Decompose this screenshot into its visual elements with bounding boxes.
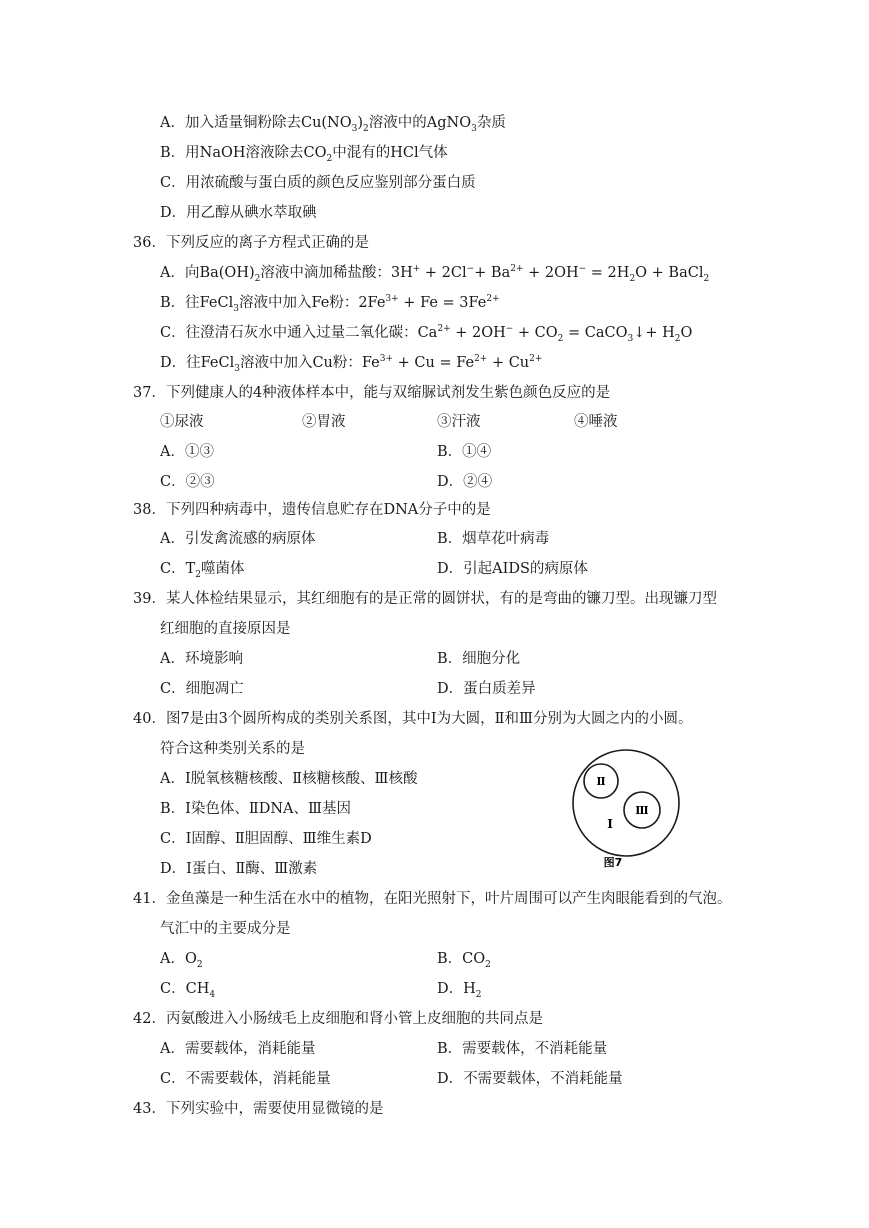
q39-option-a: A．环境影响 (160, 651, 243, 667)
q37-option-d: D．②④ (437, 474, 493, 490)
q43-stem: 43．下列实验中，需要使用显微镜的是 (133, 1101, 384, 1117)
label-big: Ⅰ (607, 817, 613, 831)
figure-caption: 图7 (603, 856, 623, 869)
q41-option-d: D．$H_2$ (437, 981, 482, 1000)
q35-option-a: A．加入适量铜粉除去$Cu(NO_3)_2$溶液中的AgNO$_3$杂质 (160, 115, 506, 134)
label-small-2: Ⅲ (635, 804, 649, 817)
q40-option-a: A．Ⅰ脱氧核糖核酸、Ⅱ核糖核酸、Ⅲ核酸 (160, 771, 418, 787)
q38-option-d: D．引起AIDS的病原体 (437, 561, 588, 577)
q40-stem-line1: 40．图7是由3个圆所构成的类别关系图，其中Ⅰ为大圆，Ⅱ和Ⅲ分别为大圆之内的小圆。 (133, 711, 693, 727)
q42-option-d: D．不需要载体，不消耗能量 (437, 1071, 623, 1087)
q38-option-b: B．烟草花叶病毒 (437, 531, 550, 547)
q38-option-c: C．$T_2$噬菌体 (160, 561, 245, 580)
q37-item-3: ③汗液 (437, 414, 481, 430)
q41-stem-line1: 41．金鱼藻是一种生活在水中的植物，在阳光照射下，叶片周围可以产生肉眼能看到的气泡。 (133, 891, 732, 907)
q37-item-4: ④唾液 (574, 414, 618, 430)
q37-option-a: A．①③ (160, 444, 214, 460)
q38-stem: 38．下列四种病毒中，遗传信息贮存在DNA分子中的是 (133, 502, 491, 518)
q42-stem: 42．丙氨酸进入小肠绒毛上皮细胞和肾小管上皮细胞的共同点是 (133, 1011, 543, 1027)
q39-option-d: D．蛋白质差异 (437, 681, 536, 697)
q42-option-a: A．需要载体，消耗能量 (160, 1041, 316, 1057)
q35-option-b: B．用NaOH溶液除去$CO_2$中混有的HCl气体 (160, 145, 448, 164)
q35-option-c: C．用浓硫酸与蛋白质的颜色反应鉴别部分蛋白质 (160, 175, 476, 191)
q41-option-a: A．$O_2$ (160, 951, 203, 970)
q36-option-a: A．向$Ba(OH)_2$溶液中滴加稀盐酸：$3H^+ + 2Cl^-+ Ba^{2+} + 2OH^- = 2H_2O$ + BaCl$_2$ (160, 264, 710, 284)
q37-option-c: C．②③ (160, 474, 215, 490)
q37-option-b: B．①④ (437, 444, 492, 460)
q42-option-c: C．不需要载体，消耗能量 (160, 1071, 331, 1087)
q39-stem-line1: 39．某人体检结果显示，其红细胞有的是正常的圆饼状，有的是弯曲的镰刀型。出现镰刀型 (133, 591, 717, 607)
q40-option-b: B．Ⅰ染色体、ⅡDNA、Ⅲ基因 (160, 801, 352, 817)
q36-option-c: C．往澄清石灰水中通入过量二氧化碳：$Ca^{2+} + 2OH^- + CO_2$ = CaCO$_3$↓+ $H_2O$ (160, 324, 693, 344)
q39-stem-line2: 红细胞的直接原因是 (160, 621, 291, 637)
q37-stem: 37．下列健康人的4种液体样本中，能与双缩脲试剂发生紫色颜色反应的是 (133, 385, 611, 401)
q40-option-d: D．Ⅰ蛋白、Ⅱ酶、Ⅲ激素 (160, 861, 318, 877)
q38-option-a: A．引发禽流感的病原体 (160, 531, 316, 547)
q41-option-c: C．$CH_4$ (160, 981, 216, 1000)
q37-item-2: ②胃液 (302, 414, 346, 430)
q37-item-1: ①尿液 (160, 414, 204, 430)
q40-stem-line2: 符合这种类别关系的是 (160, 741, 305, 757)
q35-option-d: D．用乙醇从碘水萃取碘 (160, 205, 317, 221)
q39-option-b: B．细胞分化 (437, 651, 521, 667)
q36-stem: 36．下列反应的离子方程式正确的是 (133, 235, 369, 251)
q41-option-b: B．$CO_2$ (437, 951, 491, 970)
q39-option-c: C．细胞凋亡 (160, 681, 244, 697)
q41-stem-line2: 气汇中的主要成分是 (160, 921, 291, 937)
q40-option-c: C．Ⅰ固醇、Ⅱ胆固醇、Ⅲ维生素D (160, 831, 372, 847)
label-small-1: Ⅱ (596, 775, 606, 788)
figure-7-venn-diagram (566, 748, 686, 870)
q42-option-b: B．需要载体，不消耗能量 (437, 1041, 608, 1057)
q36-option-d: D．往FeCl$_3$溶液中加入Cu粉：$Fe^{3+} + Cu = Fe^{2+} + Cu^{2+}$ (160, 354, 543, 374)
q36-option-b: B．往FeCl$_3$溶液中加入Fe粉：$2Fe^{3+} + Fe = 3Fe^{2+}$ (160, 294, 500, 314)
